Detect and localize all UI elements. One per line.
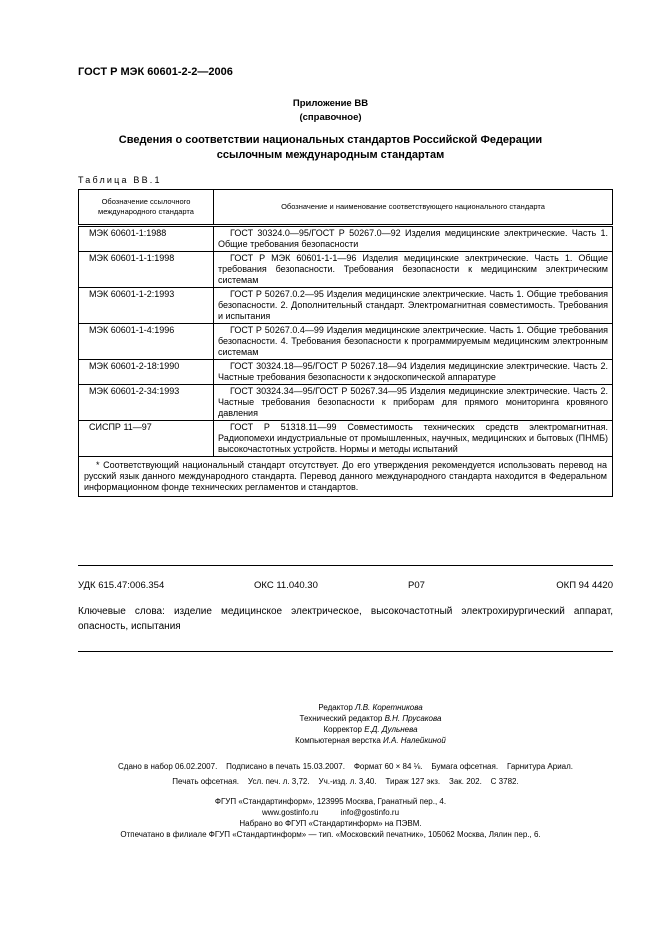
- oks-code: ОКС 11.040.30: [254, 580, 318, 591]
- credit-line: [0, 713, 661, 724]
- credit-line: [0, 735, 661, 746]
- p-code: Р07: [408, 580, 425, 591]
- col-ref-header: Обозначение ссылочного международного стандарта: [79, 190, 214, 226]
- table-row: [79, 360, 613, 385]
- table-row: [79, 421, 613, 457]
- national-standard: ГОСТ Р МЭК 60601-1-1—96 Изделия медицинские электрические. Часть 1. Общие требования безопасности. Требования безопасности к медицинским электрическим системам: [214, 252, 613, 288]
- print-info-line2: Печать офсетная. Усл. печ. л. 3,72. Уч.-изд. л. 3,40. Тираж 127 экз. Зак. 202. С 3782.: [172, 777, 519, 786]
- ref-standard: МЭК 60601-1:1988: [79, 226, 214, 252]
- credit-person: В.Н. Прусакова: [384, 714, 442, 723]
- ref-standard: МЭК 60601-1-2:1993: [79, 288, 214, 324]
- table-footnote-row: [79, 457, 613, 497]
- credit-role: Технический редактор: [299, 714, 383, 723]
- publisher-line1: ФГУП «Стандартинформ», 123995 Москва, Гранатный пер., 4.: [214, 797, 447, 806]
- publisher-line2: www.gostinfo.ru info@gostinfo.ru: [261, 808, 400, 817]
- table-row: [79, 252, 613, 288]
- annex-heading-line2: ссылочным международным стандартам: [216, 149, 445, 161]
- annex-subtitle: (справочное): [299, 112, 362, 123]
- table-row: [79, 324, 613, 360]
- ref-standard: МЭК 60601-1-1:1998: [79, 252, 214, 288]
- table-label: Таблица ВВ.1: [78, 175, 162, 185]
- national-standard: ГОСТ Р 50267.0.2—95 Изделия медицинские электрические. Часть 1. Общие требования безопасности. 2. Дополнительный стандарт. Электромагнитная совместимость. Требования и испытания: [214, 288, 613, 324]
- publisher-line4: Отпечатано в филиале ФГУП «Стандартинформ» — тип. «Московский печатник», 105062 Москва, Лялин пер., 6.: [120, 830, 541, 839]
- udk-code: УДК 615.47:006.354: [78, 580, 165, 591]
- keywords: Ключевые слова: изделие медицинское электрическое, высокочастотный электрохирургический аппарат, опасность, испытания: [78, 606, 613, 632]
- ref-standard: МЭК 60601-2-34:1993: [79, 385, 214, 421]
- table-row: [79, 288, 613, 324]
- national-standard: ГОСТ Р 50267.0.4—99 Изделия медицинские электрические. Часть 1. Общие требования безопасности. 4. Требования безопасности к программируемым медицинским электронным системам: [214, 324, 613, 360]
- ref-standard: СИСПР 11—97: [79, 421, 214, 457]
- credit-role: Компьютерная верстка: [295, 736, 381, 745]
- credit-person: И.А. Налейкиной: [383, 736, 446, 745]
- col-national-header: Обозначение и наименование соответствующего национального стандарта: [214, 190, 613, 226]
- annex-title: Приложение ВВ: [292, 98, 369, 109]
- credit-line: [0, 724, 661, 735]
- print-info-line1: Сдано в набор 06.02.2007. Подписано в печать 15.03.2007. Формат 60 × 84 ⅛. Бумага офсетная. Гарнитура Ариал.: [118, 762, 573, 771]
- divider-bottom: [78, 651, 613, 652]
- national-standard: ГОСТ 30324.0—95/ГОСТ Р 50267.0—92 Изделия медицинские электрические. Часть 1. Общие требования безопасности: [214, 226, 613, 252]
- table-row: [79, 226, 613, 252]
- credit-role: Редактор: [318, 703, 353, 712]
- ref-standard: МЭК 60601-2-18:1990: [79, 360, 214, 385]
- credit-role: Корректор: [323, 725, 362, 734]
- table-row: [79, 385, 613, 421]
- credit-person: Е.Д. Дульнева: [364, 725, 418, 734]
- publisher-info: [0, 796, 661, 840]
- national-standard: ГОСТ 30324.18—95/ГОСТ Р 50267.18—94 Изделия медицинские электрические. Часть 2. Частные требования безопасности к эндоскопической аппаратуре: [214, 360, 613, 385]
- document-id: ГОСТ Р МЭК 60601-2-2—2006: [78, 66, 233, 78]
- standards-table: [78, 189, 613, 497]
- national-standard: ГОСТ 30324.34—95/ГОСТ Р 50267.34—95 Изделия медицинские электрические. Часть 2. Частные требования безопасности к приборам для прямого мониторинга кровяного давления: [214, 385, 613, 421]
- credits-block: [0, 702, 661, 746]
- ref-standard: МЭК 60601-1-4:1996: [79, 324, 214, 360]
- table-header-row: [79, 190, 613, 226]
- national-standard: ГОСТ Р 51318.11—99 Совместимость технических средств электромагнитная. Радиопомехи индустриальные от промышленных, научных, медицинских и бытовых (ПНМБ) высокочастотных устройств. Нормы и методы испытаний: [214, 421, 613, 457]
- table-footnote: * Соответствующий национальный стандарт отсутствует. До его утверждения рекомендуется использовать перевод на русский язык данного международного стандарта. Перевод данного международного стандарта находится в Федеральном информационном фонде технических регламентов и стандартов.: [79, 457, 613, 497]
- credit-line: [0, 702, 661, 713]
- annex-heading-line1: Сведения о соответствии национальных стандартов Российской Федерации: [118, 134, 543, 146]
- publisher-line3: Набрано во ФГУП «Стандартинформ» на ПЭВМ.: [239, 819, 422, 828]
- divider-top: [78, 565, 613, 566]
- okp-code: ОКП 94 4420: [556, 580, 613, 591]
- print-info: [78, 759, 613, 789]
- credit-person: Л.В. Коретникова: [355, 703, 423, 712]
